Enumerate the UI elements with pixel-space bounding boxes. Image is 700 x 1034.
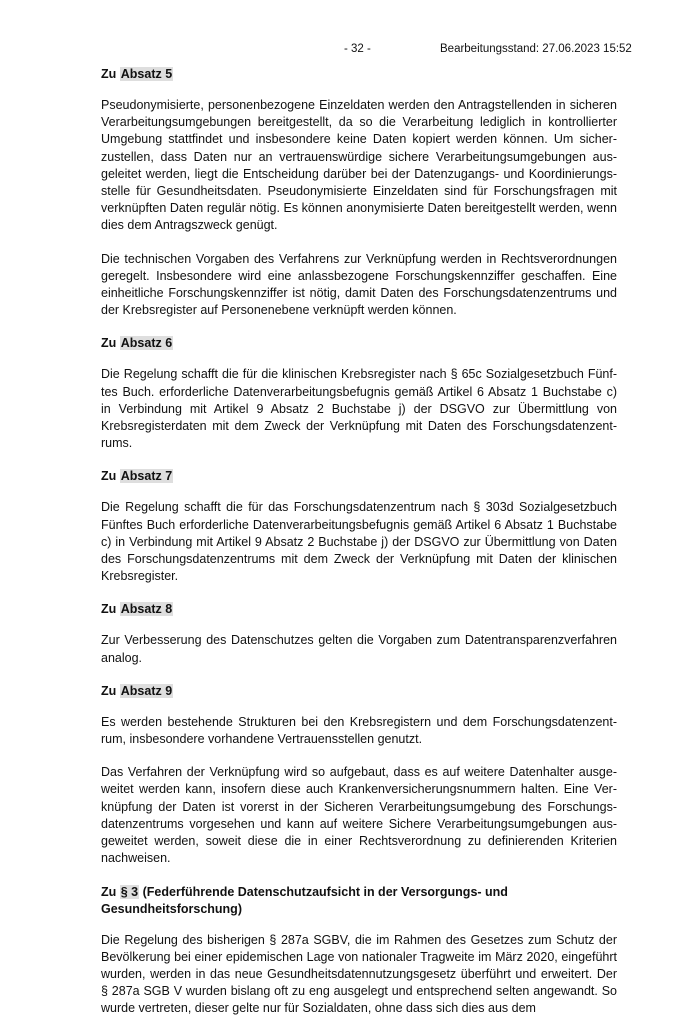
heading-suffix: (Federführende Datenschutzaufsicht in der Versorgungs- und Gesundheitsforschung) bbox=[101, 884, 508, 916]
heading-prefix: Zu bbox=[101, 683, 120, 698]
heading-prefix: Zu bbox=[101, 336, 120, 351]
section-heading bbox=[101, 66, 617, 83]
body-paragraph: Die Regelung schafft die für das Forschungsdatenzentrum nach § 303d Sozialgesetzbuch Fünftes Buch erforderliche Datenverarbeitungsbefugnis gemäß Artikel 6 Absatz 1 Buchstabe c) in Verbindung mit Artikel 9 Absatz 2 Buchstabe j) der DSGVO zur Übermittlung von Daten des Forschungsdatenzentrums mit dem Zweck der Verknüpfung mit Daten der klinischen Krebsregister. bbox=[101, 500, 617, 584]
body-paragraph: Die Regelung des bisherigen § 287a SGBV, die im Rahmen des Gesetzes zum Schutz der Bevölkerung bei einer epidemischen Lage von nationaler Tragweite im März 2020, eingeführt wurden, werden in das neue Gesundheitsdatennutzungsgesetz überführt und erweitert. Der § 287a SGB V wurden bislang oft zu eng ausgelegt und entsprechend selten angewandt. So wurde vertreten, dieser gelte nur für Sozialdaten, ohne dass sich dies aus dem bbox=[101, 932, 617, 1016]
section-heading bbox=[101, 335, 617, 352]
body-paragraph: Zur Verbesserung des Datenschutzes gelten die Vorgaben zum Datentransparenzverfahren analog. bbox=[101, 633, 617, 665]
highlighted-reference: Absatz 6 bbox=[120, 336, 173, 351]
body-paragraph: Die Regelung schafft die für die klinischen Krebsregister nach § 65c Sozialgesetzbuch Fünftes Buch. erforderliche Datenverarbeitungsbefugnis gemäß Artikel 6 Absatz 1 Buchstabe c) in Verbindung mit Artikel 9 Absatz 2 Buchstabe j) der DSGVO zur Übermittlung von Krebsregisterdaten mit dem Zweck der Verknüpfung mit Daten des Forschungsdatenzentrums. bbox=[101, 367, 617, 451]
highlighted-reference: Absatz 9 bbox=[120, 683, 173, 698]
highlighted-reference: Absatz 5 bbox=[120, 67, 173, 81]
body-paragraph: Pseudonymisierte, personenbezogene Einzeldaten werden den Antragstellenden in sicheren Verarbeitungsumgebungen bereitgestellt, da so die Verarbeitung lediglich in kontrollierter Umgebung stattfindet und insbesondere keine Daten kopiert werden können. Um sicherzustellen, dass Daten nur an vertrauenswürdige sichere Verarbeitungsumgebungen ausgeleitet werden, liegt die Entscheidung darüber bei der Datenzugangs- und Koordinierungsstelle für Gesundheitsdaten. Pseudonymisierte Einzeldaten sind für Forschungsfragen mit verknüpften Daten regulär nötig. Es können anonymisierte Daten bereitgestellt werden, wenn dies dem Antragszweck genügt. bbox=[101, 98, 617, 233]
highlighted-reference: Absatz 8 bbox=[120, 602, 173, 617]
heading-prefix: Zu bbox=[101, 884, 120, 899]
body-paragraph: Das Verfahren der Verknüpfung wird so aufgebaut, dass es auf weitere Datenhalter ausgeweitet werden kann, insofern diese auch Krankenversicherungsnummern halten. Eine Verknüpfung der Daten ist vorerst in der Sicheren Verarbeitungsumgebung des Forschungsdatenzentrums vorgesehen und kann auf weitere Sichere Verarbeitungsumgebungen ausgeweitet werden, soweit diese die in einer Rechtsverordnung zu definierenden Kriterien nachweisen. bbox=[101, 765, 617, 866]
highlighted-reference: § 3 bbox=[120, 884, 139, 899]
body-paragraph: Es werden bestehende Strukturen bei den Krebsregistern und dem Forschungsdatenzentrum, insbesondere vorhandene Vertrauensstellen genutzt. bbox=[101, 714, 617, 747]
section-heading bbox=[101, 683, 617, 700]
section-heading bbox=[101, 601, 617, 618]
heading-prefix: Zu bbox=[101, 67, 120, 81]
section-heading bbox=[101, 468, 617, 485]
revision-status: Bearbeitungsstand: 27.06.2023 15:52 bbox=[440, 43, 632, 55]
heading-prefix: Zu bbox=[101, 469, 120, 484]
document-body bbox=[101, 66, 617, 1034]
page-number: - 32 - bbox=[344, 43, 371, 55]
body-paragraph: Die technischen Vorgaben des Verfahrens zur Verknüpfung werden in Rechtsverordnungen geregelt. Insbesondere wird eine anlassbezogene Forschungskennziffer geschaffen. Eine einheitliche Forschungskennziffer ist nötig, damit Daten des Forschungsdatenzentrums und der Krebsregister auf Personenebene verknüpft werden können. bbox=[101, 251, 617, 318]
highlighted-reference: Absatz 7 bbox=[120, 469, 173, 484]
section-heading bbox=[101, 884, 617, 918]
heading-prefix: Zu bbox=[101, 602, 120, 617]
